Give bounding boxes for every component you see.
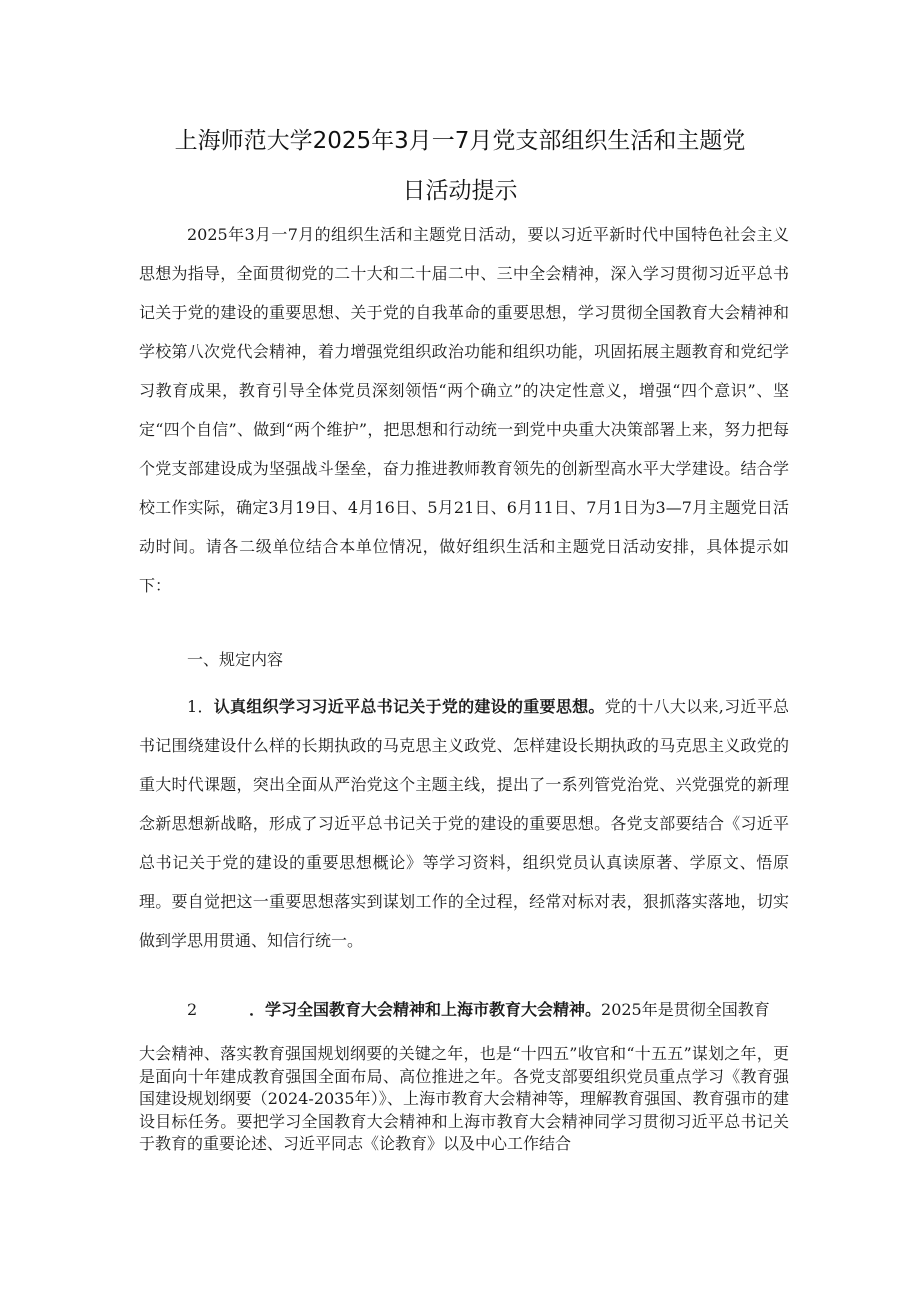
document-title-line-1: 上海师范大学2025年3月一7月党支部组织生活和主题党: [174, 128, 746, 154]
item-1-paragraph: [139, 687, 789, 960]
intro-paragraph: [139, 215, 789, 605]
item-2-paragraph: 大会精神、落实教育强国规划纲要的关键之年，也是“十四五”收官和“十五五”谋划之年，更是面向十年建成教育强国全面布局、高位推进之年。各党支部要组织党员重点学习《教育强国建设规划纲要（2024-2035年）》、上海市教育大会精神等，理解教育强国、教育强市的建设目标任务。要把学习全国教育大会精神和上海市教育大会精神同学习贯彻习近平总书记关于教育的重要论述、习近平同志《论教育》以及中心工作结合: [139, 1044, 789, 1153]
section-heading-regulations: 一、规定内容: [187, 650, 284, 669]
item-1-heading: 认真组织学习习近平总书记关于党的建设的重要思想。: [213, 697, 605, 716]
item-1-number: 1．: [187, 697, 214, 716]
document-title-line-2: 日活动提示: [402, 178, 518, 204]
item-2-number: 2: [187, 1000, 198, 1019]
intro-text: 2025年3月一7月的组织生活和主题党日活动，要以习近平新时代中国特色社会主义思想为指导，全面贯彻党的二十大和二十届二中、三中全会精神，深入学习贯彻习近平总书记关于党的建设的重要思想、关于党的自我革命的重要思想，学习贯彻全国教育大会精神和学校第八次党代会精神，着力增强党组织政治功能和组织功能，巩固拓展主题教育和党纪学习教育成果，教育引导全体党员深刻领悟“两个确立”的决定性意义，增强“四个意识”、坚定“四个自信”、做到“两个维护”，把思想和行动统一到党中央重大决策部署上来，努力把每个党支部建设成为坚强战斗堡垒，奋力推进教师教育领先的创新型高水平大学建设。结合学校工作实际，确定3月19日、4月16日、5月21日、6月11日、7月1日为3—7月主题党日活动时间。请各二级单位结合本单位情况，做好组织生活和主题党日活动安排，具体提示如下：: [139, 225, 789, 595]
item-2-lead-line: [187, 997, 770, 1020]
item-1-text: 党的十八大以来,习近平总书记围绕建设什么样的长期执政的马克思主义政党、怎样建设长期执政的马克思主义政党的重大时代课题，突出全面从严治党这个主题主线，提出了一系列管党治党、兴党强党的新理念新思想新战略，形成了习近平总书记关于党的建设的重要思想。各党支部要结合《习近平总书记关于党的建设的重要思想概论》等学习资料，组织党员认真读原著、学原文、悟原理。要自觉把这一重要思想落实到谋划工作的全过程，经常对标对表，狠抓落实落地，切实做到学思用贯通、知信行统一。: [139, 697, 789, 950]
item-2-heading: ．学习全国教育大会精神和上海市教育大会精神。: [249, 1000, 602, 1019]
item-2-lead-text: 2025年是贯彻全国教育: [601, 1000, 770, 1019]
